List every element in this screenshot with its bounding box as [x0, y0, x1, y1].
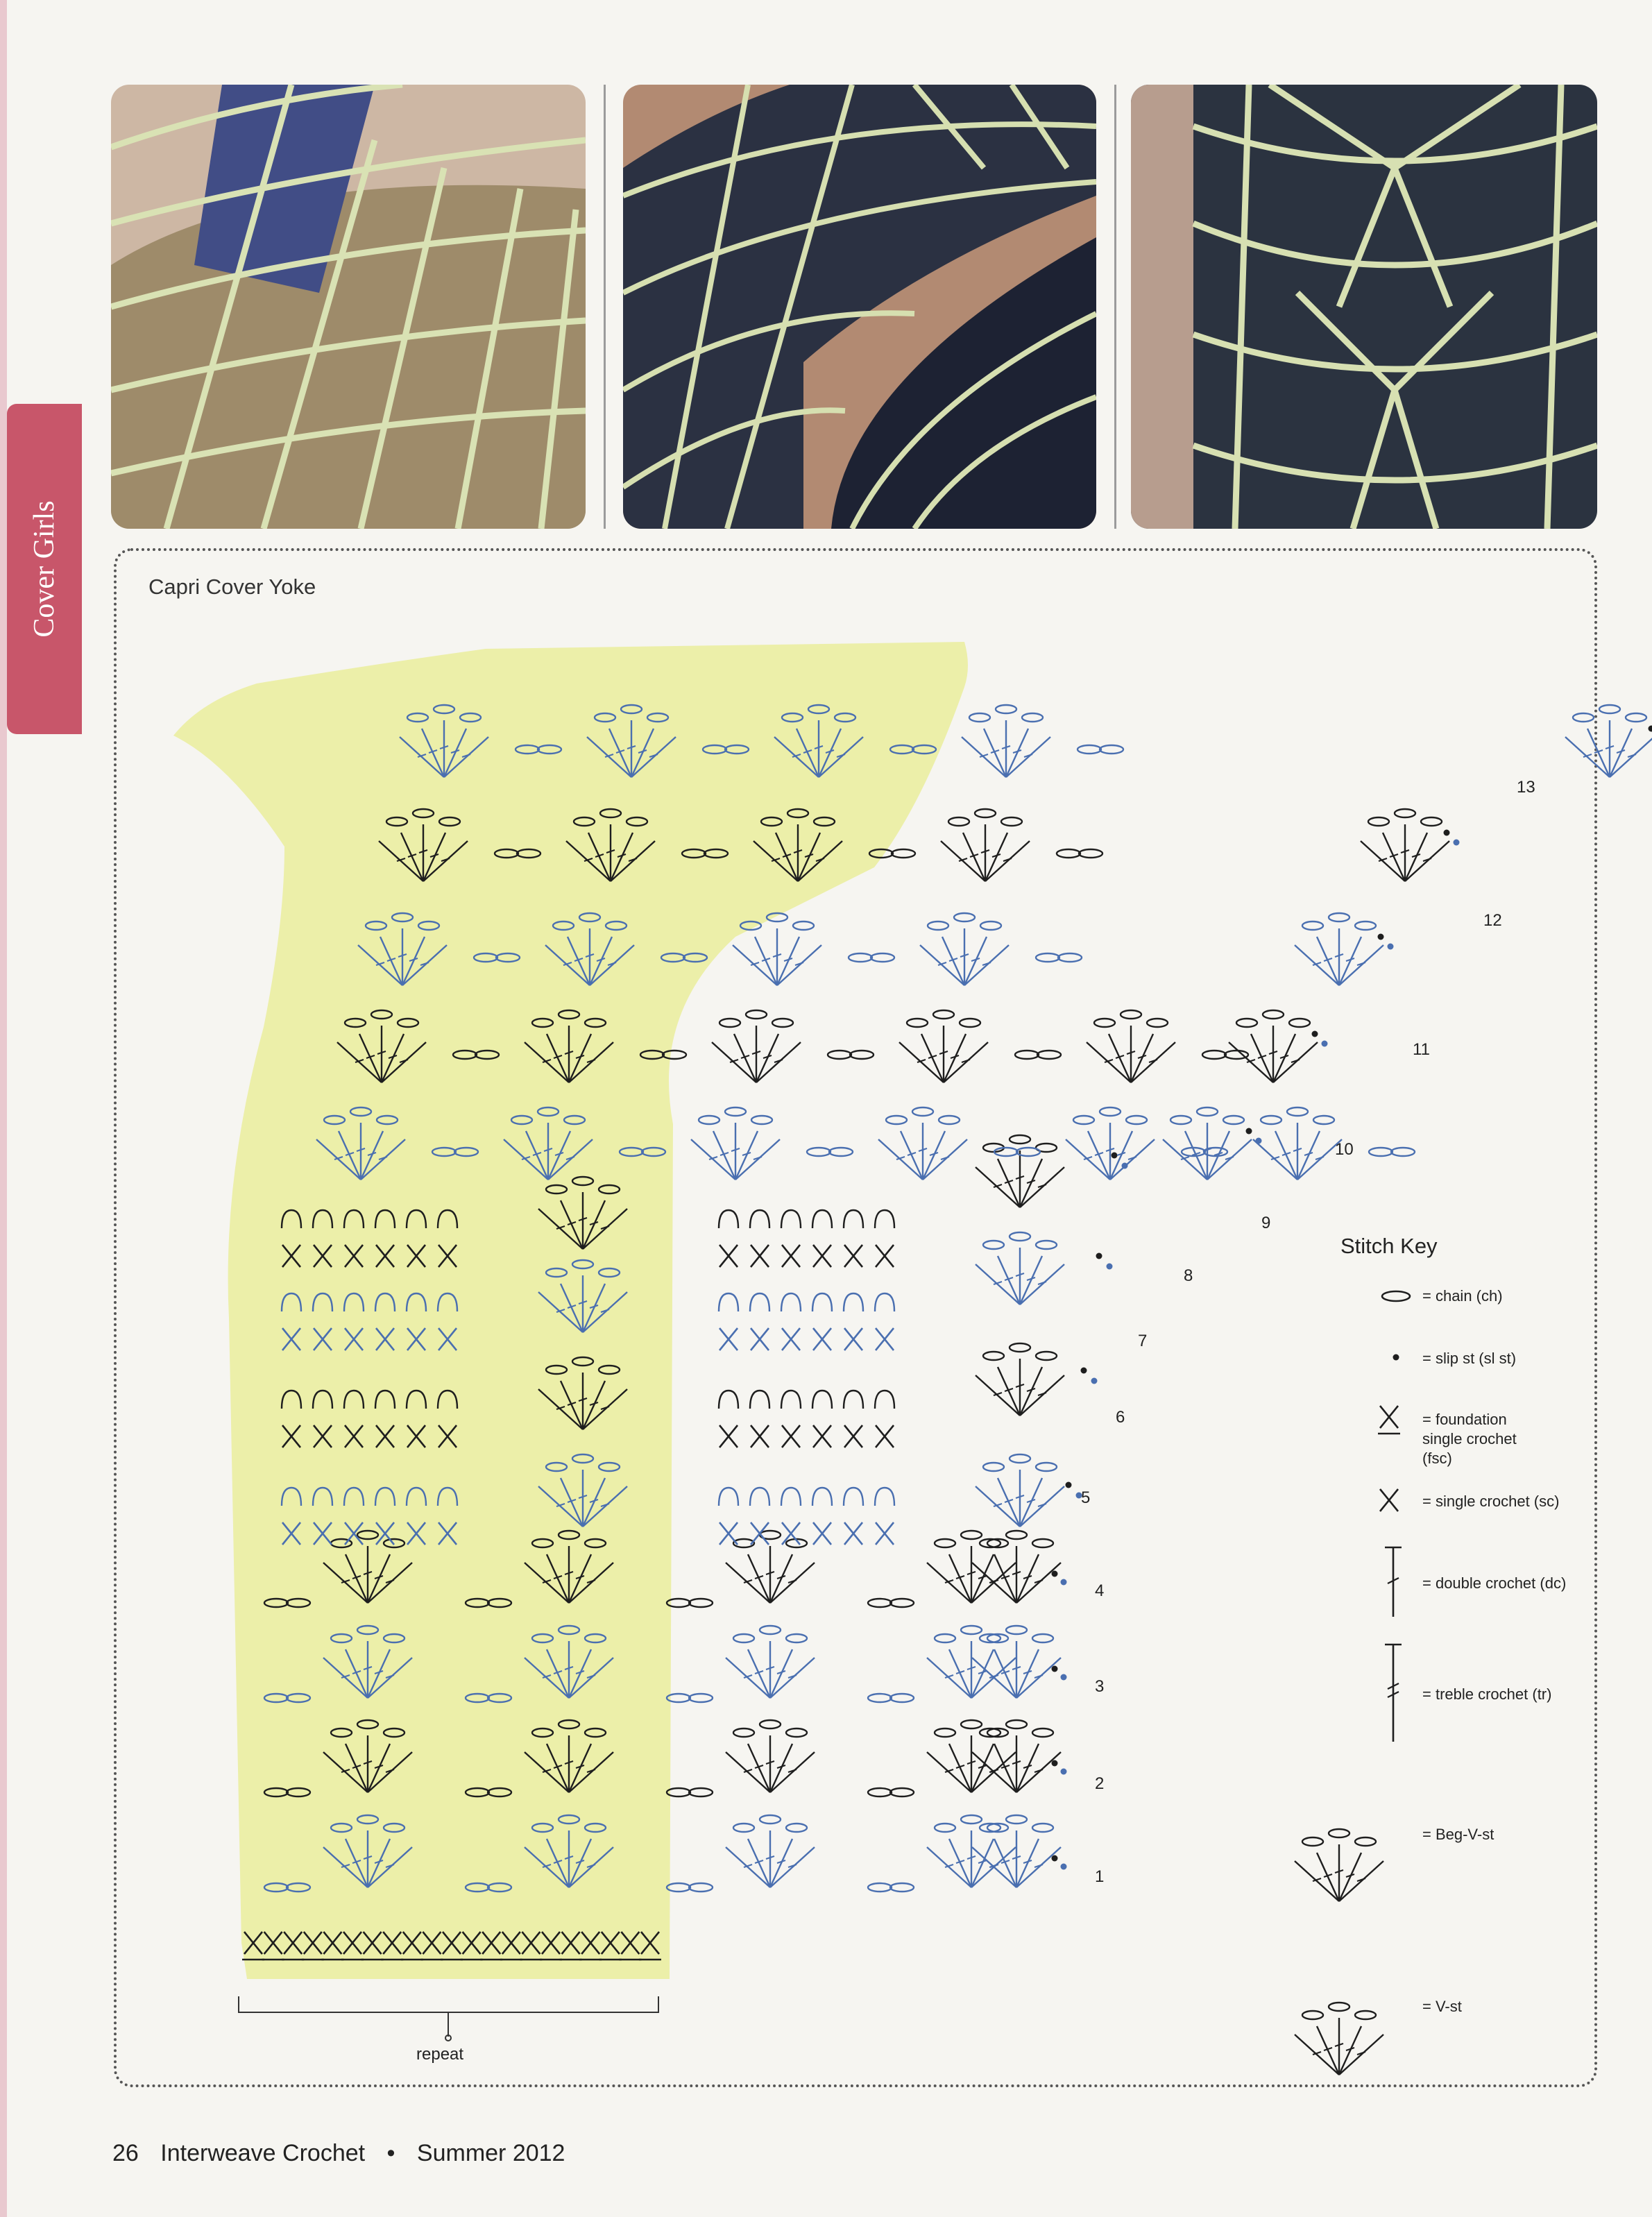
- v-stitch-shell: [972, 1531, 1061, 1603]
- chain-stitch: [689, 1694, 713, 1702]
- key-label-slip-stitch: = slip st (sl st): [1422, 1350, 1517, 1367]
- v-stitch-shell: [927, 1815, 1016, 1887]
- single-crochet: [844, 1522, 862, 1545]
- row-number-label: 6: [1116, 1408, 1125, 1427]
- v-stitch-shell: [920, 913, 1009, 985]
- slip-stitch: [1061, 1674, 1067, 1681]
- treble-crochet-symbol: [1385, 1645, 1402, 1742]
- v-stitch-symbol: [1295, 2003, 1383, 2075]
- key-label-beg-v-stitch: = Beg-V-st: [1422, 1826, 1495, 1843]
- v-stitch-shell: [972, 1815, 1061, 1887]
- chain-arch: [719, 1391, 738, 1409]
- chain-stitch: [890, 1788, 914, 1796]
- v-stitch-shell: [976, 1135, 1064, 1207]
- chain-stitch: [868, 1883, 892, 1892]
- slip-stitch: [1052, 1760, 1058, 1767]
- v-stitch-shell: [941, 809, 1030, 881]
- v-stitch-shell: [1229, 1010, 1318, 1082]
- v-stitch-shell: [726, 1720, 815, 1792]
- chain-arch: [844, 1293, 863, 1311]
- chain-stitch: [1078, 745, 1101, 754]
- chain-arch: [875, 1488, 894, 1506]
- chain-stitch: [1391, 1148, 1415, 1156]
- page-footer: [112, 2140, 580, 2167]
- slip-stitch: [1091, 1378, 1098, 1384]
- chain-stitch: [868, 1788, 892, 1796]
- v-stitch-shell: [1361, 809, 1449, 881]
- single-crochet: [844, 1328, 862, 1350]
- slip-stitch: [1246, 1128, 1252, 1135]
- slip-stitch: [1112, 1153, 1118, 1159]
- v-stitch-shell: [927, 1626, 1016, 1698]
- slip-stitch: [1312, 1031, 1318, 1037]
- single-crochet: [719, 1425, 738, 1447]
- key-label-single-crochet: = single crochet (sc): [1422, 1493, 1560, 1510]
- stitch-key-title: Stitch Key: [1340, 1234, 1438, 1258]
- single-crochet: [719, 1522, 738, 1545]
- slip-stitch: [1052, 1666, 1058, 1672]
- chain-arch: [781, 1488, 801, 1506]
- single-crochet: [813, 1425, 831, 1447]
- row-number-label: 4: [1095, 1581, 1105, 1600]
- chain-stitch: [829, 1148, 853, 1156]
- slip-stitch: [1322, 1041, 1328, 1047]
- single-crochet: [876, 1522, 894, 1545]
- chain-stitch: [1057, 849, 1080, 858]
- single-crochet: [782, 1522, 800, 1545]
- slip-stitch: [1052, 1855, 1058, 1862]
- chain-arch: [875, 1391, 894, 1409]
- chain-arch: [750, 1391, 769, 1409]
- slip-stitch: [1444, 830, 1450, 836]
- chain-stitch: [1100, 745, 1123, 754]
- chain-stitch: [828, 1051, 851, 1059]
- slip-stitch: [1256, 1138, 1262, 1144]
- v-stitch-shell: [976, 1454, 1064, 1527]
- chain-arch: [719, 1293, 738, 1311]
- chain-stitch: [868, 1599, 892, 1607]
- chain-arch: [781, 1210, 801, 1228]
- chain-arch: [844, 1210, 863, 1228]
- chain-arch: [750, 1293, 769, 1311]
- chain-stitch: [850, 1051, 874, 1059]
- chain-stitch: [689, 1788, 713, 1796]
- single-crochet: [813, 1245, 831, 1267]
- chart-title: Capri Cover Yoke: [148, 575, 316, 599]
- key-label-double-crochet: = double crochet (dc): [1422, 1574, 1567, 1592]
- chain-arch: [781, 1293, 801, 1311]
- chain-arch: [875, 1293, 894, 1311]
- chain-stitch: [892, 849, 915, 858]
- chain-arch: [750, 1488, 769, 1506]
- row-number-label: 9: [1261, 1214, 1271, 1232]
- chain-arch: [750, 1210, 769, 1228]
- v-stitch-shell: [976, 1343, 1064, 1416]
- row-number-label: 12: [1483, 911, 1502, 930]
- slip-stitch: [1649, 726, 1652, 732]
- single-crochet: [782, 1245, 800, 1267]
- chain-arch: [875, 1210, 894, 1228]
- magazine-name: Interweave Crochet: [160, 2140, 366, 2166]
- issue-name: Summer 2012: [416, 2140, 565, 2166]
- key-label-foundation-single-crochet: = foundation single crochet (fsc): [1422, 1411, 1517, 1467]
- key-label-treble-crochet: = treble crochet (tr): [1422, 1685, 1552, 1703]
- v-stitch-shell: [972, 1626, 1061, 1698]
- slip-stitch: [1388, 944, 1394, 950]
- key-label-chain: = chain (ch): [1422, 1287, 1503, 1305]
- chain-stitch: [1202, 1051, 1226, 1059]
- single-crochet: [751, 1425, 769, 1447]
- slip-stitch: [1066, 1482, 1072, 1488]
- chain-stitch: [1015, 1051, 1039, 1059]
- chain-stitch: [1369, 1148, 1393, 1156]
- slip-stitch-symbol: [1393, 1354, 1399, 1361]
- slip-stitch: [1081, 1368, 1087, 1374]
- repeat-bracket: [239, 1996, 658, 2012]
- single-crochet: [844, 1245, 862, 1267]
- v-stitch-shell: [878, 1107, 967, 1180]
- beg-v-stitch-symbol: [1295, 1829, 1383, 1901]
- v-stitch-shell: [927, 1531, 1016, 1603]
- single-crochet: [751, 1328, 769, 1350]
- chain-stitch: [890, 1694, 914, 1702]
- slip-stitch: [1378, 934, 1384, 940]
- row-number-label: 11: [1413, 1040, 1430, 1059]
- chain-arch: [719, 1488, 738, 1506]
- row-number-label: 1: [1095, 1867, 1105, 1886]
- chain-stitch: [890, 1599, 914, 1607]
- row-number-label: 5: [1081, 1488, 1091, 1507]
- chain-stitch: [667, 1883, 690, 1892]
- v-stitch-shell: [1066, 1107, 1155, 1180]
- row-number-label: 3: [1095, 1677, 1105, 1696]
- row-number-label: 7: [1138, 1332, 1148, 1350]
- repeat-highlight: [173, 642, 968, 1979]
- page-number: 26: [112, 2140, 139, 2166]
- double-crochet-symbol: [1385, 1547, 1402, 1617]
- slip-stitch: [1096, 1253, 1102, 1259]
- chain-stitch: [1058, 953, 1082, 962]
- v-stitch-shell: [1253, 1107, 1342, 1180]
- single-crochet-symbol: [1380, 1489, 1398, 1511]
- row-number-label: 10: [1335, 1140, 1354, 1159]
- chain-stitch: [689, 1599, 713, 1607]
- v-stitch-shell: [972, 1720, 1061, 1792]
- chain-arch: [719, 1210, 738, 1228]
- chain-arch: [781, 1391, 801, 1409]
- slip-stitch: [1052, 1571, 1058, 1577]
- chain-arch: [812, 1488, 832, 1506]
- v-stitch-shell: [1163, 1107, 1252, 1180]
- single-crochet: [876, 1328, 894, 1350]
- chain-stitch: [1037, 1051, 1061, 1059]
- chain-stitch: [1079, 849, 1102, 858]
- chain-arch: [844, 1391, 863, 1409]
- v-stitch-shell: [1295, 913, 1383, 985]
- single-crochet: [782, 1328, 800, 1350]
- chain-stitch: [689, 1883, 713, 1892]
- row-number-label: 13: [1517, 778, 1535, 797]
- chain-stitch: [849, 953, 872, 962]
- v-stitch-shell: [726, 1815, 815, 1887]
- slip-stitch: [1454, 840, 1460, 846]
- v-stitch-shell: [899, 1010, 988, 1082]
- repeat-label: repeat: [416, 2045, 464, 2064]
- chain-stitch: [868, 1694, 892, 1702]
- v-stitch-shell: [927, 1720, 1016, 1792]
- footer-separator: •: [386, 2140, 395, 2166]
- v-stitch-shell: [691, 1107, 780, 1180]
- single-crochet: [876, 1245, 894, 1267]
- section-tab-label: Cover Girls: [28, 500, 60, 638]
- chain-arch: [812, 1210, 832, 1228]
- v-stitch-shell: [976, 1232, 1064, 1305]
- single-crochet: [876, 1425, 894, 1447]
- chain-symbol: [1382, 1291, 1410, 1301]
- chain-stitch: [807, 1148, 831, 1156]
- chain-arch: [844, 1488, 863, 1506]
- single-crochet: [813, 1522, 831, 1545]
- v-stitch-shell: [1565, 705, 1652, 777]
- slip-stitch: [1061, 1864, 1067, 1870]
- v-stitch-shell: [726, 1626, 815, 1698]
- chain-stitch: [871, 953, 894, 962]
- slip-stitch: [1061, 1769, 1067, 1775]
- chain-stitch: [890, 1883, 914, 1892]
- single-crochet: [751, 1522, 769, 1545]
- single-crochet: [813, 1328, 831, 1350]
- single-crochet: [719, 1245, 738, 1267]
- chain-arch: [812, 1293, 832, 1311]
- single-crochet: [751, 1245, 769, 1267]
- row-number-label: 8: [1184, 1266, 1193, 1285]
- row-number-label: 2: [1095, 1774, 1105, 1793]
- single-crochet: [719, 1328, 738, 1350]
- single-crochet: [844, 1425, 862, 1447]
- slip-stitch: [1107, 1264, 1113, 1270]
- key-label-v-stitch: = V-st: [1422, 1998, 1462, 2015]
- v-stitch-shell: [712, 1010, 801, 1082]
- single-crochet: [782, 1425, 800, 1447]
- v-stitch-shell: [726, 1531, 815, 1603]
- chain-stitch: [667, 1788, 690, 1796]
- v-stitch-shell: [962, 705, 1050, 777]
- chain-arch: [812, 1391, 832, 1409]
- foundation-single-crochet-symbol: [1378, 1406, 1400, 1434]
- chain-stitch: [1036, 953, 1059, 962]
- slip-stitch: [1061, 1579, 1067, 1586]
- v-stitch-shell: [1087, 1010, 1175, 1082]
